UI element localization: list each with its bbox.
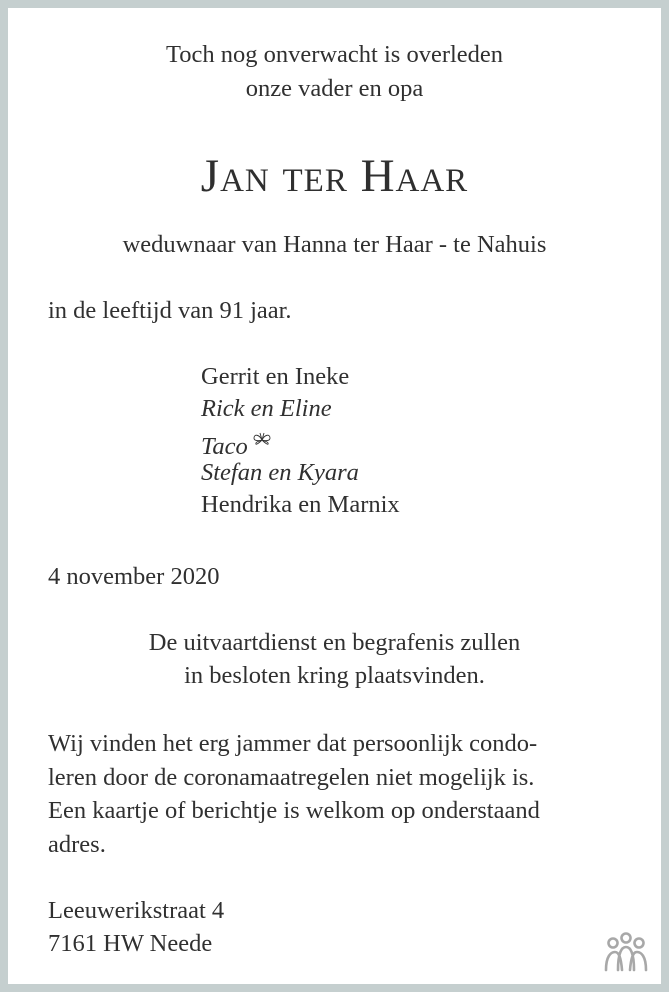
- address-line-2: 7161 HW Neede: [48, 930, 213, 957]
- family-member-1: Gerrit en Ineke: [201, 363, 350, 390]
- service-line-1: De uitvaartdienst en begrafenis zullen: [148, 629, 521, 656]
- message-line-4: adres.: [48, 831, 106, 858]
- family-member-3-label: Taco: [201, 433, 248, 460]
- spouse-line: weduwnaar van Hanna ter Haar - te Nahuis: [122, 231, 547, 258]
- deceased-name: Jan ter Haar: [200, 150, 469, 202]
- message-line-1: Wij vinden het erg jammer dat persoonlijk condo-: [48, 730, 538, 757]
- family-member-2: Rick en Eline: [201, 395, 332, 422]
- message-line-3: Een kaartje of berichtje is welkom op onderstaand: [48, 797, 540, 824]
- intro-line-1: Toch nog onverwacht is overleden: [165, 41, 504, 68]
- obituary-card: [8, 8, 661, 984]
- message-line-2: leren door de coronamaatregelen niet mogelijk is.: [48, 764, 535, 791]
- service-line-2: in besloten kring plaatsvinden.: [184, 662, 485, 689]
- family-member-5: Hendrika en Marnix: [201, 491, 400, 518]
- butterfly-icon: [252, 424, 272, 440]
- age-line: in de leeftijd van 91 jaar.: [48, 297, 292, 324]
- family-member-4: Stefan en Kyara: [201, 459, 359, 486]
- date-line: 4 november 2020: [48, 563, 220, 590]
- address-line-1: Leeuwerikstraat 4: [48, 897, 225, 924]
- intro-line-2: onze vader en opa: [245, 75, 424, 102]
- people-group-icon: [603, 932, 649, 974]
